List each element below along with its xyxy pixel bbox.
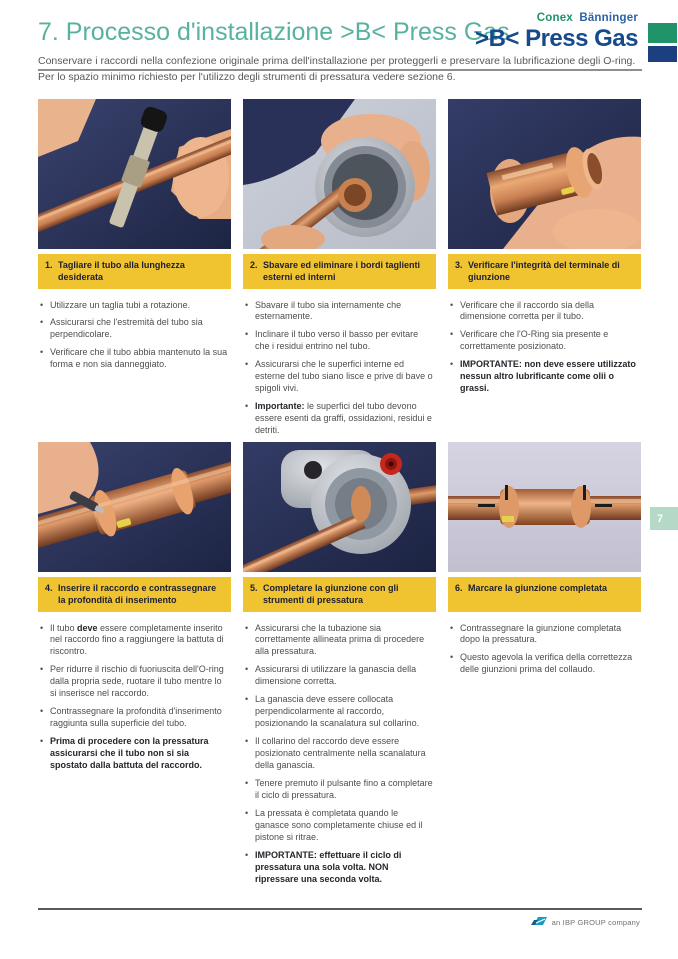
bullet-dot: • bbox=[245, 694, 249, 705]
step-number: 6. bbox=[455, 582, 463, 593]
step4-title-band bbox=[38, 577, 231, 612]
step-title: Sbavare ed eliminare i bordi taglienti esterni ed interni bbox=[263, 259, 421, 282]
bullet-dot: • bbox=[40, 706, 44, 717]
bullet-item bbox=[244, 401, 434, 437]
bullet-text: Sbavare il tubo sia internamente che esternamente. bbox=[255, 299, 402, 322]
bullet-text: Il collarino del raccordo deve essere posizionato centralmente nella scanalatura della ganascia. bbox=[255, 736, 426, 771]
footer bbox=[530, 913, 640, 931]
bullet-text: La pressata è completata quando le ganasce sono completamente chiuse ed il pistone si ritrae. bbox=[255, 808, 423, 843]
bullet-dot: • bbox=[245, 736, 249, 747]
bullet-dot: • bbox=[40, 736, 44, 747]
bullet-item bbox=[244, 694, 434, 730]
step-card-2 bbox=[243, 99, 436, 436]
bullet-item bbox=[39, 317, 229, 341]
bullet-text: La ganascia deve essere collocata perpendicolarmente al raccordo, posizionando la scanalatura sul collarino. bbox=[255, 694, 420, 729]
bullet-text: Il tubo deve essere completamente inserito nel raccordo fino a raggiungere la battuta di riscontro. bbox=[50, 622, 224, 657]
bullet-item bbox=[449, 652, 639, 676]
step6-bullet-list bbox=[448, 623, 641, 677]
bullet-text: Assicurarsi che le superfici interne ed esterne del tubo siano lisce e prive di bave o spigoli vivi. bbox=[255, 359, 433, 394]
bullet-item bbox=[244, 778, 434, 802]
step5-bullet-list bbox=[243, 623, 436, 886]
bullet-dot: • bbox=[245, 359, 249, 370]
bullet-item bbox=[39, 623, 229, 659]
bullet-text: Verificare che il raccordo sia della dimensione corretta per il tubo. bbox=[460, 299, 595, 322]
bullet-dot: • bbox=[450, 359, 454, 370]
bullet-dot: • bbox=[245, 808, 249, 819]
brand-logo bbox=[475, 12, 638, 52]
bullet-dot: • bbox=[245, 622, 249, 633]
step4-photo-depth-marking bbox=[38, 442, 231, 572]
page-title: 7. Processo d'installazione >B< Press Gas bbox=[38, 18, 510, 46]
brand-banninger: Bänninger bbox=[579, 12, 638, 24]
intro-paragraph: Conservare i raccordi nella confezione originale prima dell'installazione per proteggerli e preservare la lubrificazione degli O-ring. Per lo spazio minimo richiesto per l'utilizzo degli strumenti di pressatura vedere sezione 6. bbox=[38, 55, 636, 83]
bullet-item bbox=[449, 359, 639, 395]
blue-block bbox=[648, 46, 677, 62]
step-title: Inserire il raccordo e contrassegnare la profondità di inserimento bbox=[58, 582, 217, 605]
ibp-group-flag-icon bbox=[530, 913, 548, 931]
bullet-text: Tenere premuto il pulsante fino a completare il ciclo di pressatura. bbox=[255, 778, 433, 801]
step-card-4 bbox=[38, 442, 231, 892]
page-number-tab: 7 bbox=[650, 507, 678, 530]
bullet-dot: • bbox=[245, 401, 249, 412]
bullet-dot: • bbox=[40, 299, 44, 310]
product-name: >B< Press Gas bbox=[475, 24, 638, 52]
step2-photo-deburring bbox=[243, 99, 436, 249]
step6-title-band bbox=[448, 577, 641, 612]
steps-row-1 bbox=[38, 99, 640, 436]
bullet-dot: • bbox=[40, 622, 44, 633]
bullet-item bbox=[244, 300, 434, 324]
bullet-text: Prima di procedere con la pressatura assicurarsi che il tubo non si sia spostato dalla battuta del raccordo. bbox=[50, 736, 209, 771]
bullet-text: IMPORTANTE: non deve essere utilizzato nessun altro lubrificante come olii o grassi. bbox=[460, 359, 636, 394]
bullet-item bbox=[244, 359, 434, 395]
step1-bullet-list bbox=[38, 300, 231, 372]
bullet-dot: • bbox=[245, 299, 249, 310]
step4-bullet-list bbox=[38, 623, 231, 773]
bullet-text: Contrassegnare la giunzione completata dopo la pressatura. bbox=[460, 622, 622, 645]
bullet-text: Inclinare il tubo verso il basso per evitare che i residui entrino nel tubo. bbox=[255, 329, 419, 352]
bullet-item bbox=[449, 329, 639, 353]
bullet-dot: • bbox=[245, 850, 249, 860]
bullet-text: Assicurarsi di utilizzare la ganascia della dimensione corretta. bbox=[255, 664, 417, 687]
bullet-dot: • bbox=[40, 317, 44, 328]
green-block bbox=[648, 23, 677, 43]
step-card-1 bbox=[38, 99, 231, 429]
bullet-item bbox=[449, 623, 639, 647]
bullet-text: Verificare che l'O-Ring sia presente e correttamente posizionato. bbox=[460, 329, 609, 352]
bullet-item bbox=[244, 623, 434, 659]
step5-title-band bbox=[243, 577, 436, 612]
bullet-dot: • bbox=[245, 329, 249, 340]
bullet-dot: • bbox=[245, 778, 249, 789]
bullet-text: Assicurarsi che l'estremità del tubo sia perpendicolare. bbox=[50, 317, 203, 340]
step-title: Completare la giunzione con gli strumenti di pressatura bbox=[263, 582, 399, 605]
step-card-5 bbox=[243, 442, 436, 892]
bullet-item bbox=[39, 736, 229, 772]
step5-photo-press-tool bbox=[243, 442, 436, 572]
bullet-text: Utilizzare un taglia tubi a rotazione. bbox=[50, 299, 191, 310]
step3-bullet-list bbox=[448, 300, 641, 396]
bullet-text: Assicurarsi che la tubazione sia correttamente allineata prima di procedere alla pressatura. bbox=[255, 622, 425, 657]
bullet-dot: • bbox=[450, 329, 454, 340]
bullet-dot: • bbox=[245, 664, 249, 675]
bullet-item bbox=[244, 329, 434, 353]
brand-conex: Conex bbox=[536, 12, 573, 24]
bullet-item bbox=[244, 850, 434, 886]
bullet-item bbox=[39, 347, 229, 371]
step3-photo-fitting-check bbox=[448, 99, 641, 249]
step1-title-band bbox=[38, 254, 231, 289]
step-title: Marcare la giunzione completata bbox=[468, 582, 608, 593]
bullet-item bbox=[244, 736, 434, 772]
bullet-dot: • bbox=[40, 347, 44, 358]
bullet-item bbox=[39, 706, 229, 730]
step-number: 3. bbox=[455, 259, 463, 270]
steps-row-2 bbox=[38, 442, 640, 892]
bullet-dot: • bbox=[450, 622, 454, 633]
bullet-item bbox=[39, 664, 229, 700]
step3-title-band bbox=[448, 254, 641, 289]
bullet-dot: • bbox=[40, 664, 44, 675]
header-divider bbox=[38, 69, 642, 71]
bullet-text: IMPORTANTE: effettuare il ciclo di pressatura una sola volta. NON ripressare una seconda volta. bbox=[255, 850, 402, 884]
bullet-text: Importante: le superfici del tubo devono essere esenti da graffi, ossidazioni, residui e detriti. bbox=[255, 401, 432, 436]
brand-names bbox=[475, 12, 638, 25]
step2-bullet-list bbox=[243, 300, 436, 438]
bullet-text: Per ridurre il rischio di fuoriuscita dell'O-ring dalla propria sede, ruotare il tubo mentre lo si inserisce nel raccordo. bbox=[50, 664, 224, 699]
step6-photo-marked-joint bbox=[448, 442, 641, 572]
bullet-item bbox=[244, 808, 434, 844]
bullet-item bbox=[244, 664, 434, 688]
step2-title-band bbox=[243, 254, 436, 289]
bullet-item bbox=[449, 300, 639, 324]
step-card-3 bbox=[448, 99, 641, 429]
step-title: Tagliare il tubo alla lunghezza desiderata bbox=[58, 259, 185, 282]
step-number: 1. bbox=[45, 259, 53, 270]
step-number: 5. bbox=[250, 582, 258, 593]
step-number: 2. bbox=[250, 259, 258, 270]
bullet-dot: • bbox=[450, 652, 454, 663]
footer-divider bbox=[38, 908, 642, 910]
bullet-text: Questo agevola la verifica della correttezza delle giunzioni prima del collaudo. bbox=[460, 652, 633, 675]
footer-company-text: an IBP GROUP company bbox=[551, 917, 640, 927]
brand-color-blocks bbox=[648, 23, 677, 62]
step-title: Verificare l'integrità del terminale di giunzione bbox=[468, 259, 620, 282]
step1-photo-pipe-cutter bbox=[38, 99, 231, 249]
step-card-6 bbox=[448, 442, 641, 892]
bullet-dot: • bbox=[450, 299, 454, 310]
bullet-item bbox=[39, 300, 229, 312]
bullet-text: Contrassegnare la profondità d'inserimento raggiunta sulla superficie del tubo. bbox=[50, 706, 222, 729]
bullet-text: Verificare che il tubo abbia mantenuto la sua forma e non sia danneggiato. bbox=[50, 347, 228, 370]
step-number: 4. bbox=[45, 582, 53, 593]
